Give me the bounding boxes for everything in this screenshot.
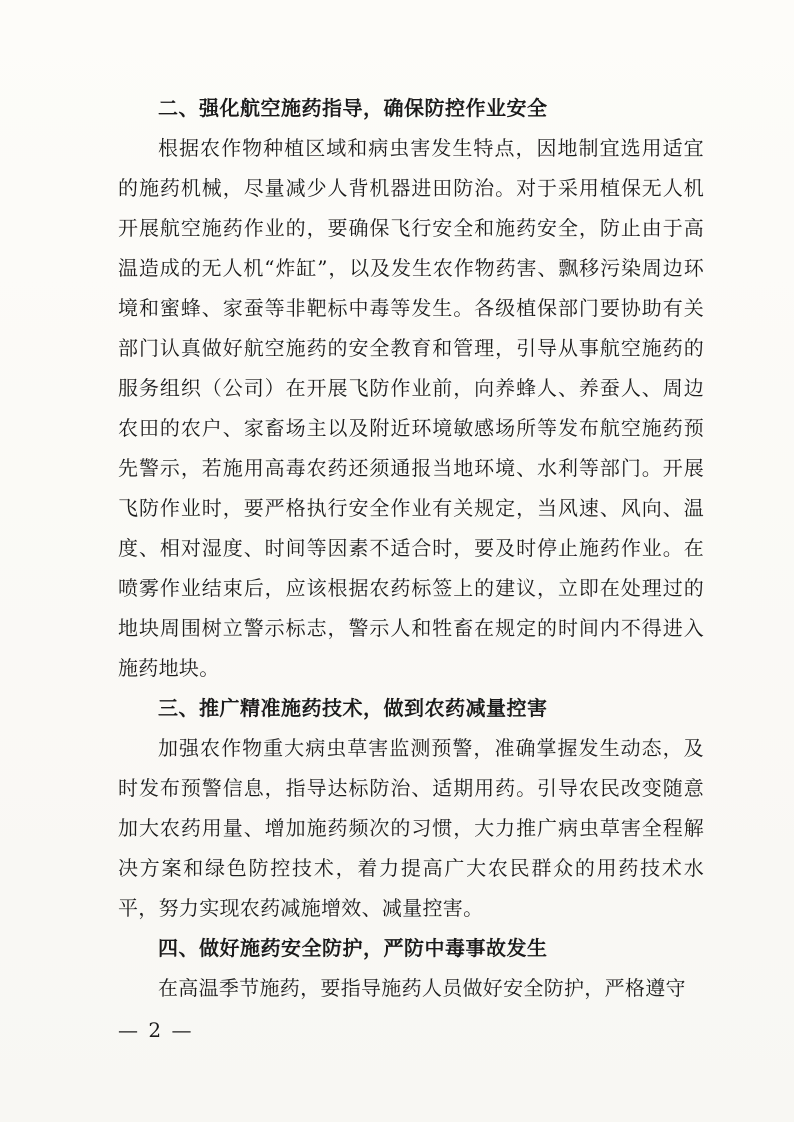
section-heading-4: 四、做好施药安全防护，严防中毒事故发生	[158, 936, 548, 960]
section-heading-3: 三、推广精准施药技术，做到农药减量控害	[158, 696, 548, 720]
section-paragraph-2: 根据农作物种植区域和病虫害发生特点，因地制宜选用适宜的施药机械，尽量减少人背机器进田防治。对于采用植保无人机开展航空施药作业的，要确保飞行安全和施药安全，防止由于高温造成的无人机“炸缸”，以及发生农作物药害、飘移污染周边环境和蜜蜂、家蚕等非靶标中毒等发生。各级植保部门要协助有关部门认真做好航空施药的安全教育和管理，引导从事航空施药的服务组织（公司）在开展飞防作业前，向养蜂人、养蚕人、周边农田的农户、家畜场主以及附近环境敏感场所等发布航空施药预先警示，若施用高毒农药还须通报当地环境、水利等部门。开展飞防作业时，要严格执行安全作业有关规定，当风速、风向、温度、相对湿度、时间等因素不适合时，要及时停止施药作业。在喷雾作业结束后，应该根据农药标签上的建议，立即在处理过的地块周围树立警示标志，警示人和牲畜在规定的时间内不得进入施药地块。	[118, 136, 704, 680]
page-number: — 2 —	[118, 1018, 194, 1042]
section-paragraph-4: 在高温季节施药，要指导施药人员做好安全防护，严格遵守	[158, 976, 686, 1000]
section-heading-2: 二、强化航空施药指导，确保防控作业安全	[158, 96, 548, 120]
document-body	[118, 88, 704, 1008]
section-paragraph-3: 加强农作物重大病虫草害监测预警，准确掌握发生动态，及时发布预警信息，指导达标防治、适期用药。引导农民改变随意加大农药用量、增加施药频次的习惯，大力推广病虫草害全程解决方案和绿色防控技术，着力提高广大农民群众的用药技术水平，努力实现农药减施增效、减量控害。	[118, 736, 704, 920]
